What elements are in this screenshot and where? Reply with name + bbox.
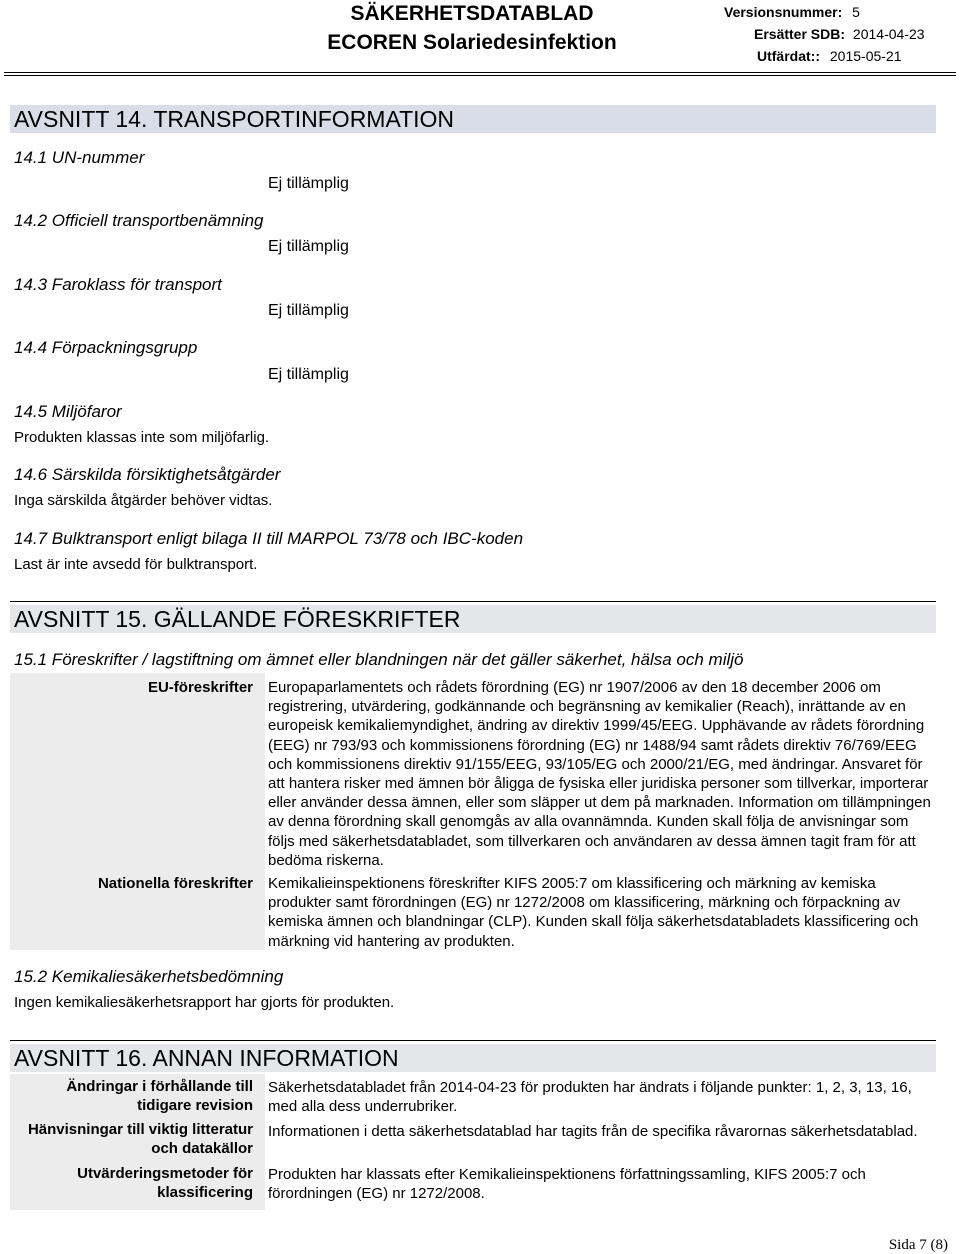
s14-name-heading: 14.2 Officiell transportbenämning (14, 211, 264, 230)
replaces-value: 2014-04-23 (852, 26, 925, 42)
replaces-row (754, 26, 925, 42)
national-regulations-text: Kemikalieinspektionens föreskrifter KIFS 2005:7 om klassificering och märkning av kemiska produkter samt förordningen (EG) nr 1272/2008 om klassificering, märkning och förpackning av kemiska ämnen och blandningar (CLP). Kunden skall följa säkerhetsdatabladets klassificering och märkning vid hantering av produkten. (268, 875, 919, 950)
s14-class-value: Ej tillämplig (268, 302, 349, 319)
page-number: Sida 7 (8) (888, 1237, 948, 1253)
s14-precaution-text: Inga särskilda åtgärder behöver vidtas. (14, 492, 273, 509)
issued-label: Utfärdat:: (757, 48, 820, 64)
s14-packing-value: Ej tillämplig (268, 366, 349, 383)
section-15-title: AVSNITT 15. GÄLLANDE FÖRESKRIFTER (10, 605, 936, 633)
section-14-title: AVSNITT 14. TRANSPORTINFORMATION (10, 105, 936, 133)
national-regulations-label: Nationella föreskrifter (97, 875, 253, 892)
s15-assessment-text: Ingen kemikaliesäkerhetsrapport har gjorts för produkten. (14, 994, 395, 1011)
s14-class-heading: 14.3 Faroklass för transport (14, 275, 222, 294)
product-name: ECOREN Solariedesinfektion (327, 31, 617, 54)
s14-packing-heading: 14.4 Förpackningsgrupp (14, 338, 198, 357)
revision-changes-text: Säkerhetsdatabladet från 2014-04-23 för produkten har ändrats i följande punkter: 1, 2, 3, 13, 16, med alla dess underrubriker. (268, 1079, 912, 1116)
s14-env-text: Produkten klassas inte som miljöfarlig. (14, 429, 270, 446)
issued-row (757, 48, 902, 64)
s14-un-heading: 14.1 UN-nummer (14, 148, 145, 167)
version-label: Versionsnummer: (724, 4, 843, 20)
s14-bulk-heading: 14.7 Bulktransport enligt bilaga II till MARPOL 73/78 och IBC-koden (14, 529, 524, 548)
document-type: SÄKERHETSDATABLAD (350, 2, 594, 25)
evaluation-methods-text: Produkten har klassats efter Kemikalieinspektionens författningssamling, KIFS 2005:7 och förordningen (EG) nr 1272/2008. (268, 1166, 866, 1203)
evaluation-methods-label: Utvärderingsmetoder för klassificering (77, 1165, 253, 1202)
s15-regulations-heading: 15.1 Föreskrifter / lagstiftning om ämnet eller blandningen när det gäller säkerhet, hälsa och miljö (14, 650, 744, 669)
version-value: 5 (852, 4, 860, 20)
s14-name-value: Ej tillämplig (268, 238, 349, 255)
literature-sources-text: Informationen i detta säkerhetsdatablad har tagits från de specifika råvarornas säkerhetsdatablad. (268, 1123, 918, 1140)
s14-un-value: Ej tillämplig (268, 175, 349, 192)
s15-label-column (10, 673, 265, 950)
revision-changes-label: Ändringar i förhållande till tidigare revision (66, 1078, 253, 1115)
section-15-rule (10, 601, 936, 602)
s16-label-column (10, 1074, 265, 1210)
section-16-rule (10, 1040, 936, 1041)
s14-env-heading: 14.5 Miljöfaror (14, 402, 122, 421)
eu-regulations-label: EU-föreskrifter (147, 679, 253, 696)
s14-precaution-heading: 14.6 Särskilda försiktighetsåtgärder (14, 465, 281, 484)
literature-sources-label: Hänvisningar till viktig litteratur och datakällor (27, 1121, 253, 1158)
header-rule-bottom (4, 75, 956, 76)
replaces-label: Ersätter SDB: (754, 26, 846, 42)
header-rule-top (4, 72, 956, 73)
section-16-title: AVSNITT 16. ANNAN INFORMATION (10, 1044, 936, 1072)
issued-value: 2015-05-21 (829, 48, 902, 64)
version-row (724, 4, 860, 20)
eu-regulations-text: Europaparlamentets och rådets förordning (EG) nr 1907/2006 av den 18 december 2006 om registrering, utvärdering, godkännande och begränsning av kemikalier (Reach), inrättande av en europeisk kemikaliemyndighet, ändring av direktiv 1999/45/EEG. Upphävande av rådets förordning (EEG) nr 793/93 och kommissionens förordning (EG) nr 1488/94 samt rådets direktiv 76/769/EEG och kommissionens direktiv 91/155/EEG, 93/105/EG och 2000/21/EG, med ändringar. Ansvaret för att hantera risker med ämnen bör åligga de fysiska eller juridiska personer som tillverkar, importerar eller använder dessa ämnen, eller som släpper ut dem på marknaden. Information om tillämpningen av denna förordning skall genomgås av alla ovannämnda. Kunden skall följa de anvisningar som följs med säkerhetsdatabladet, som tillverkaren och användaren av dessa ämnen tagit fram för att bedöma riskerna. (268, 679, 931, 869)
s14-bulk-text: Last är inte avsedd för bulktransport. (14, 556, 258, 573)
s15-assessment-heading: 15.2 Kemikaliesäkerhetsbedömning (14, 967, 284, 986)
